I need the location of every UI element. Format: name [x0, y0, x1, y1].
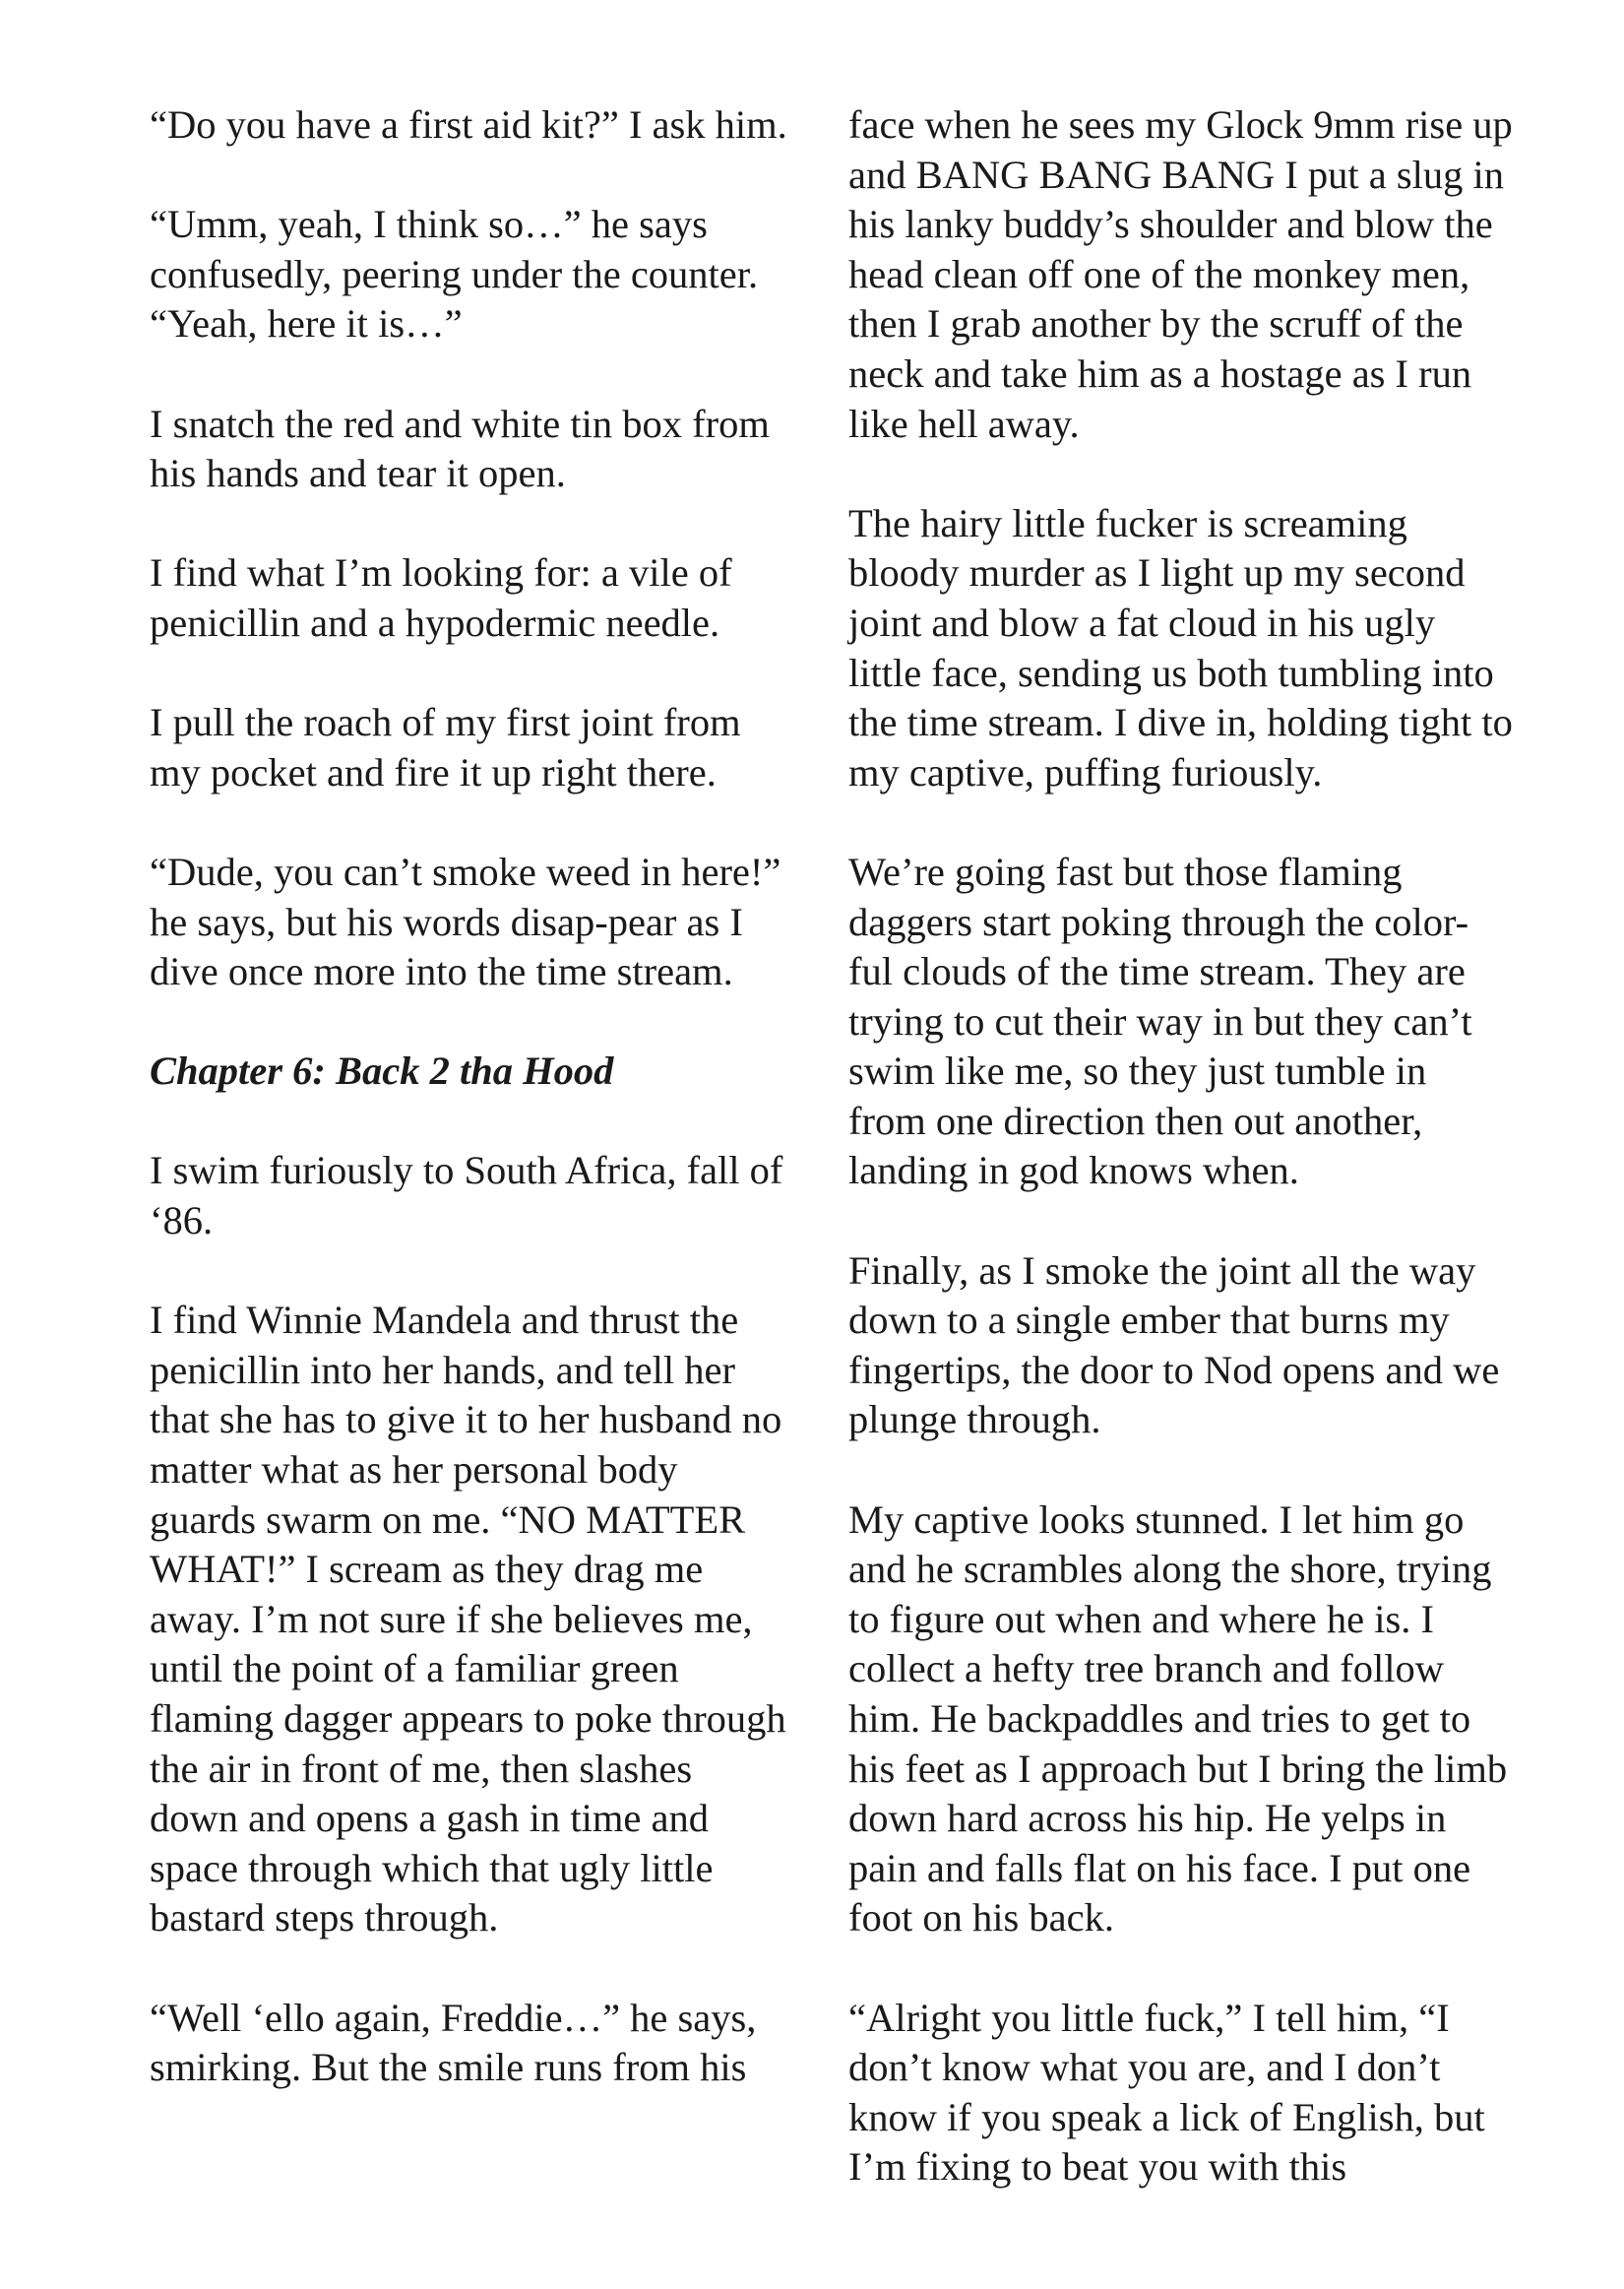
paragraph: “Dude, you can’t smoke weed in here!” he says, but his words disap-pear as I dive once more into the time stream. — [150, 849, 781, 994]
chapter-heading: Chapter 6: Back 2 tha Hood — [150, 1049, 614, 1094]
paragraph: “Umm, yeah, I think so…” he says confusedly, peering under the counter. “Yeah, here it is…” — [150, 202, 759, 347]
paragraph: I find Winnie Mandela and thrust the penicillin into her hands, and tell her that she has to give it to her husband no matter what as her personal body guards swarm on me. “NO MATTER WHAT!” I scream as they drag me away. I’m not sure if she believes me, until the point of a familiar green flaming dagger appears to poke through the air in front of me, then slashes down and opens a gash in time and space through which that ugly little bastard steps through. — [150, 1298, 786, 1940]
paragraph: “Well ‘ello again, Freddie…” he says, smirking. But the smile runs from his — [150, 1995, 757, 2090]
paragraph: I find what I’m looking for: a vile of penicillin and a hypodermic needle. — [150, 550, 732, 645]
paragraph: face when he sees my Glock 9mm rise up and BANG BANG BANG I put a slug in his lanky buddy’s shoulder and blow the head clean off one of the monkey men, then I grab another by the scruff of the neck and take him as a hostage as I run like hell away. — [848, 102, 1513, 446]
paragraph: Finally, as I smoke the joint all the way down to a single ember that burns my fingertips, the door to Nod opens and we plunge through. — [848, 1247, 1500, 1442]
paragraph: My captive looks stunned. I let him go and he scrambles along the shore, trying to figure out when and where he is. I collect a hefty tree branch and follow him. He backpaddles and tries to get to his feet as I approach but I bring the limb down hard across his hip. He yelps in pain and falls flat on his face. I put one foot on his back. — [848, 1496, 1508, 1940]
left-column — [150, 100, 789, 2093]
paragraph: We’re going fast but those flaming daggers start poking through the color-ful clouds of the time stream. They are trying to cut their way in but they can’t swim like me, so they just tumble in from one direction then out another, landing in god knows when. — [848, 849, 1472, 1193]
right-column — [848, 100, 1513, 2193]
paragraph: The hairy little fucker is screaming bloody murder as I light up my second joint and blow a fat cloud in his ugly little face, sending us both tumbling into the time stream. I dive in, holding tight to my captive, puffing furiously. — [848, 500, 1513, 795]
paragraph: “Do you have a first aid kit?” I ask him. — [150, 102, 787, 147]
paragraph: I pull the roach of my first joint from my pocket and fire it up right there. — [150, 700, 741, 795]
paragraph: I snatch the red and white tin box from his hands and tear it open. — [150, 401, 770, 496]
paragraph: I swim furiously to South Africa, fall of ‘86. — [150, 1148, 783, 1243]
paragraph: “Alright you little fuck,” I tell him, “I don’t know what you are, and I don’t know if you speak a lick of English, but I’m fixing to beat you with this — [848, 1995, 1485, 2190]
